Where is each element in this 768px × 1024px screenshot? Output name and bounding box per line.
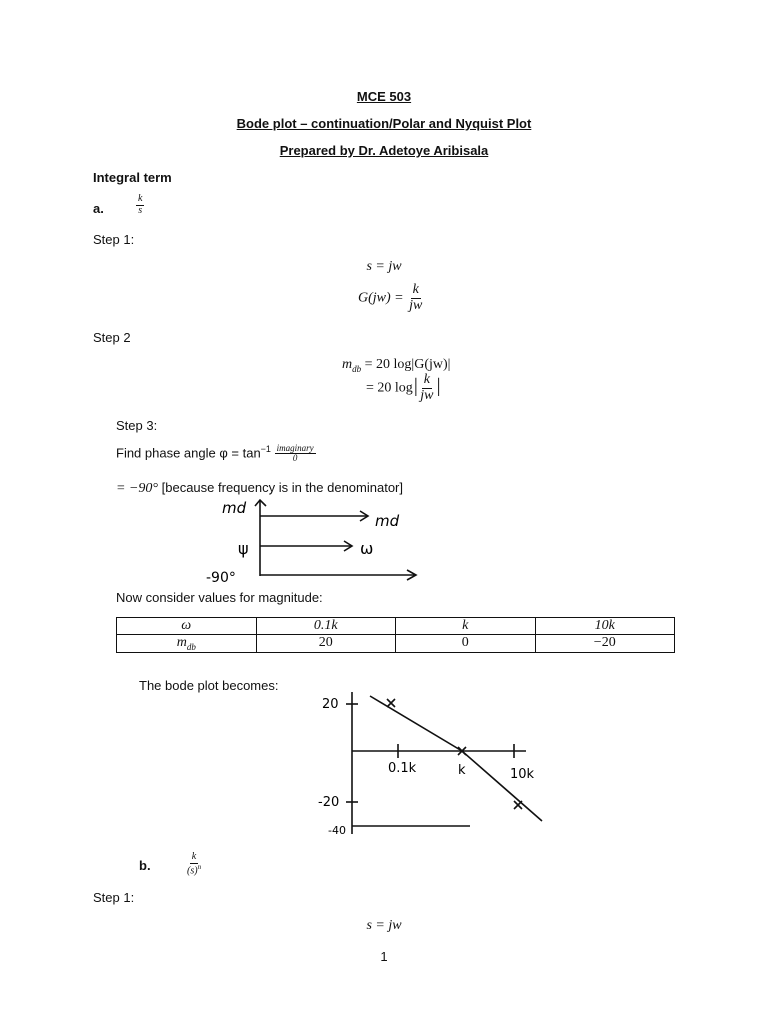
author-line: Prepared by Dr. Adetoye Aribisala [279,143,489,158]
part-b-step1-label: Step 1: [93,890,135,905]
table-cell: 20 [256,635,396,653]
bode-tick-label-10k: 10k [510,767,535,782]
equation-mdb: $m_{db} = 20$ log|G(jw)| [342,357,451,374]
part-b-equation-s: s = jw [366,918,402,933]
table-cell: −20 [535,635,675,653]
part-a-fraction: $\frac{k}{s}$ [138,193,143,216]
table-intro: Now consider values for magnitude: [116,590,323,605]
sketch-label-omega: ω [360,539,374,558]
bode-point-mark [514,801,522,809]
sketch-label-md-right: md [375,512,400,530]
equation-s: s = jw [366,259,402,274]
sketch-label-neg90: -90° [206,570,236,586]
table-cell: ω [117,618,257,635]
bode-tick-label-01k: 0.1k [388,761,417,776]
magnitude-table [116,617,675,653]
bode-sketch [312,688,552,838]
section-heading: Integral term [93,170,172,185]
table-cell: $m_{db}$ [117,635,257,653]
bode-label-20: 20 [322,697,339,712]
table-cell: k [396,618,536,635]
part-a-label: a. [93,201,104,216]
bode-intro: The bode plot becomes: [139,678,279,693]
sketch-label-psi: ψ [238,539,249,558]
course-code: MCE 503 [356,89,412,104]
phase-sketch [200,496,430,588]
bode-label-neg40: -40 [328,824,346,837]
table-row [117,635,675,653]
bode-label-neg20: -20 [318,795,340,810]
bode-tick-label-k: k [458,763,466,778]
phase-angle-line: Find phase angle $\varphi = \tan^{-1}$ $\frac{\text{imaginary}}{0}$ [116,443,314,464]
part-b-label: b. [139,858,151,873]
bode-point-mark [387,699,395,707]
step3-label: Step 3: [116,418,158,433]
step2-label: Step 2 [93,330,131,345]
table-cell: 0 [396,635,536,653]
page-number: 1 [380,949,388,964]
phase-result-line: = −90° [because frequency is in the denominator] [116,480,403,496]
part-b-fraction: $\frac{k}{(s)^n}$ [187,851,202,876]
table-cell: 0.1k [256,618,396,635]
sketch-label-md-left: md [222,499,247,517]
table-cell: 10k [535,618,675,635]
equation-g: G(jw) = $\frac{k}{jw}$ [358,282,423,313]
step1-label: Step 1: [93,232,135,247]
table-row [117,618,675,635]
document-title: Bode plot – continuation/Polar and Nyquist Plot [236,116,532,131]
equation-mdb-2: = 20 log| $\frac{k}{jw}$ | [366,372,442,403]
